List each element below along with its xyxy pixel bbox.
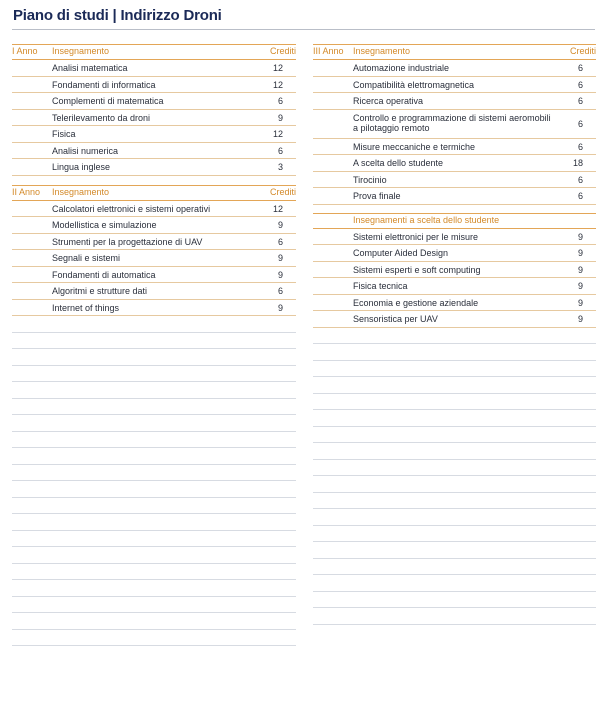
course-name: Fondamenti di automatica: [52, 269, 156, 280]
table-row: [12, 93, 296, 110]
course-name: Sensoristica per UAV: [353, 314, 438, 324]
table-row: [12, 300, 296, 317]
course-credits: 12: [272, 79, 283, 90]
year1-table: [12, 60, 296, 176]
course-name: Automazione industriale: [353, 63, 450, 73]
year3-table: [313, 60, 596, 205]
course-credits: 9: [577, 264, 583, 275]
title-divider: [12, 29, 595, 30]
course-credits: 12: [272, 203, 283, 214]
course-name: Compatibilità elettromagnetica: [353, 79, 475, 90]
course-credits: 18: [572, 158, 583, 168]
year1-label: I Anno: [12, 46, 38, 56]
course-credits: 9: [577, 231, 583, 242]
course-credits: 6: [577, 96, 583, 106]
course-name: Sistemi elettronici per le misure: [353, 231, 479, 242]
course-name: Analisi matematica: [52, 63, 128, 73]
table-row: [12, 77, 296, 94]
course-name: Telerilevamento da droni: [52, 112, 151, 123]
course-name: Analisi numerica: [52, 145, 119, 156]
course-credits: 9: [577, 248, 583, 258]
course-credits: 12: [272, 129, 283, 139]
course-credits: 9: [277, 302, 283, 313]
course-name: Internet of things: [52, 302, 120, 313]
course-credits: 9: [277, 253, 283, 263]
course-name: Complementi di matematica: [52, 96, 164, 106]
table-row: [12, 159, 296, 176]
table-row: [313, 245, 596, 262]
table-row: [313, 60, 596, 77]
course-name: Controllo e programmazione di sistemi aeromobili a pilotaggio remoto: [353, 112, 551, 133]
course-credits: 6: [277, 145, 283, 156]
course-credits: 9: [277, 220, 283, 230]
course-name: Strumenti per la progettazione di UAV: [52, 236, 203, 247]
course-name: Calcolatori elettronici e sistemi operativi: [52, 203, 211, 214]
course-credits: 6: [577, 191, 583, 201]
table-row: [313, 172, 596, 189]
course-credits: 12: [272, 63, 283, 73]
table-row: [313, 229, 596, 246]
table-row: [313, 155, 596, 172]
table-row: [313, 110, 596, 139]
credits-header: Crediti: [269, 46, 296, 56]
course-credits: 3: [277, 162, 283, 172]
course-name: Fondamenti di informatica: [52, 79, 156, 90]
course-credits: 6: [577, 118, 583, 129]
table-row: [12, 267, 296, 284]
table-row: [313, 278, 596, 295]
table-row: [12, 217, 296, 234]
table-row: [12, 126, 296, 143]
course-name: Segnali e sistemi: [52, 253, 121, 263]
table-row: [313, 93, 596, 110]
course-name: Modellistica e simulazione: [52, 220, 157, 230]
table-row: [313, 295, 596, 312]
course-credits: 9: [277, 269, 283, 280]
subject-header: Insegnamento: [52, 46, 110, 56]
table-row: [12, 201, 296, 218]
year2-label: II Anno: [12, 186, 41, 197]
electives-table: [313, 229, 596, 328]
page-title: Piano di studi | Indirizzo Droni: [13, 7, 222, 24]
table-row: [12, 250, 296, 267]
course-name: Algoritmi e strutture dati: [52, 286, 148, 296]
year3-header: [313, 44, 596, 60]
table-row: [313, 188, 596, 205]
table-row: [12, 110, 296, 127]
course-credits: 9: [577, 314, 583, 324]
course-name: Economia e gestione aziendale: [353, 297, 479, 308]
table-row: [313, 262, 596, 279]
table-row: [12, 60, 296, 77]
year1-header: [12, 44, 296, 60]
course-name: Fisica tecnica: [353, 281, 408, 291]
credits-header: Crediti: [569, 46, 596, 56]
table-row: [313, 311, 596, 328]
table-row: [313, 139, 596, 156]
subject-header: Insegnamento: [353, 46, 411, 56]
electives-label: Insegnamenti a scelta dello studente: [353, 214, 500, 225]
electives-header: [313, 213, 596, 229]
right-blank-lines: [313, 328, 596, 625]
course-credits: 6: [577, 174, 583, 185]
course-name: Prova finale: [353, 191, 401, 201]
table-row: [313, 77, 596, 94]
table-row: [12, 234, 296, 251]
course-credits: 6: [577, 141, 583, 152]
course-credits: 6: [277, 286, 283, 296]
table-row: [12, 143, 296, 160]
table-row: [12, 283, 296, 300]
right-column: [313, 44, 596, 625]
course-name: A scelta dello studente: [353, 158, 444, 168]
course-credits: 6: [277, 236, 283, 247]
course-name: Fisica: [52, 129, 76, 139]
left-blank-lines: [12, 316, 296, 646]
course-credits: 9: [277, 112, 283, 123]
left-column: [12, 44, 296, 646]
course-name: Sistemi esperti e soft computing: [353, 264, 481, 275]
course-name: Computer Aided Design: [353, 248, 449, 258]
course-credits: 6: [277, 96, 283, 106]
course-name: Ricerca operativa: [353, 96, 424, 106]
course-name: Misure meccaniche e termiche: [353, 141, 476, 152]
subject-header: Insegnamento: [52, 186, 110, 197]
course-credits: 6: [577, 63, 583, 73]
year2-header: [12, 185, 296, 201]
course-name: Lingua inglese: [52, 162, 111, 172]
year2-table: [12, 201, 296, 317]
course-credits: 9: [577, 281, 583, 291]
course-name: Tirocinio: [353, 174, 387, 185]
credits-header: Crediti: [269, 186, 296, 197]
year3-label: III Anno: [313, 46, 344, 56]
course-credits: 9: [577, 297, 583, 308]
course-credits: 6: [577, 79, 583, 90]
